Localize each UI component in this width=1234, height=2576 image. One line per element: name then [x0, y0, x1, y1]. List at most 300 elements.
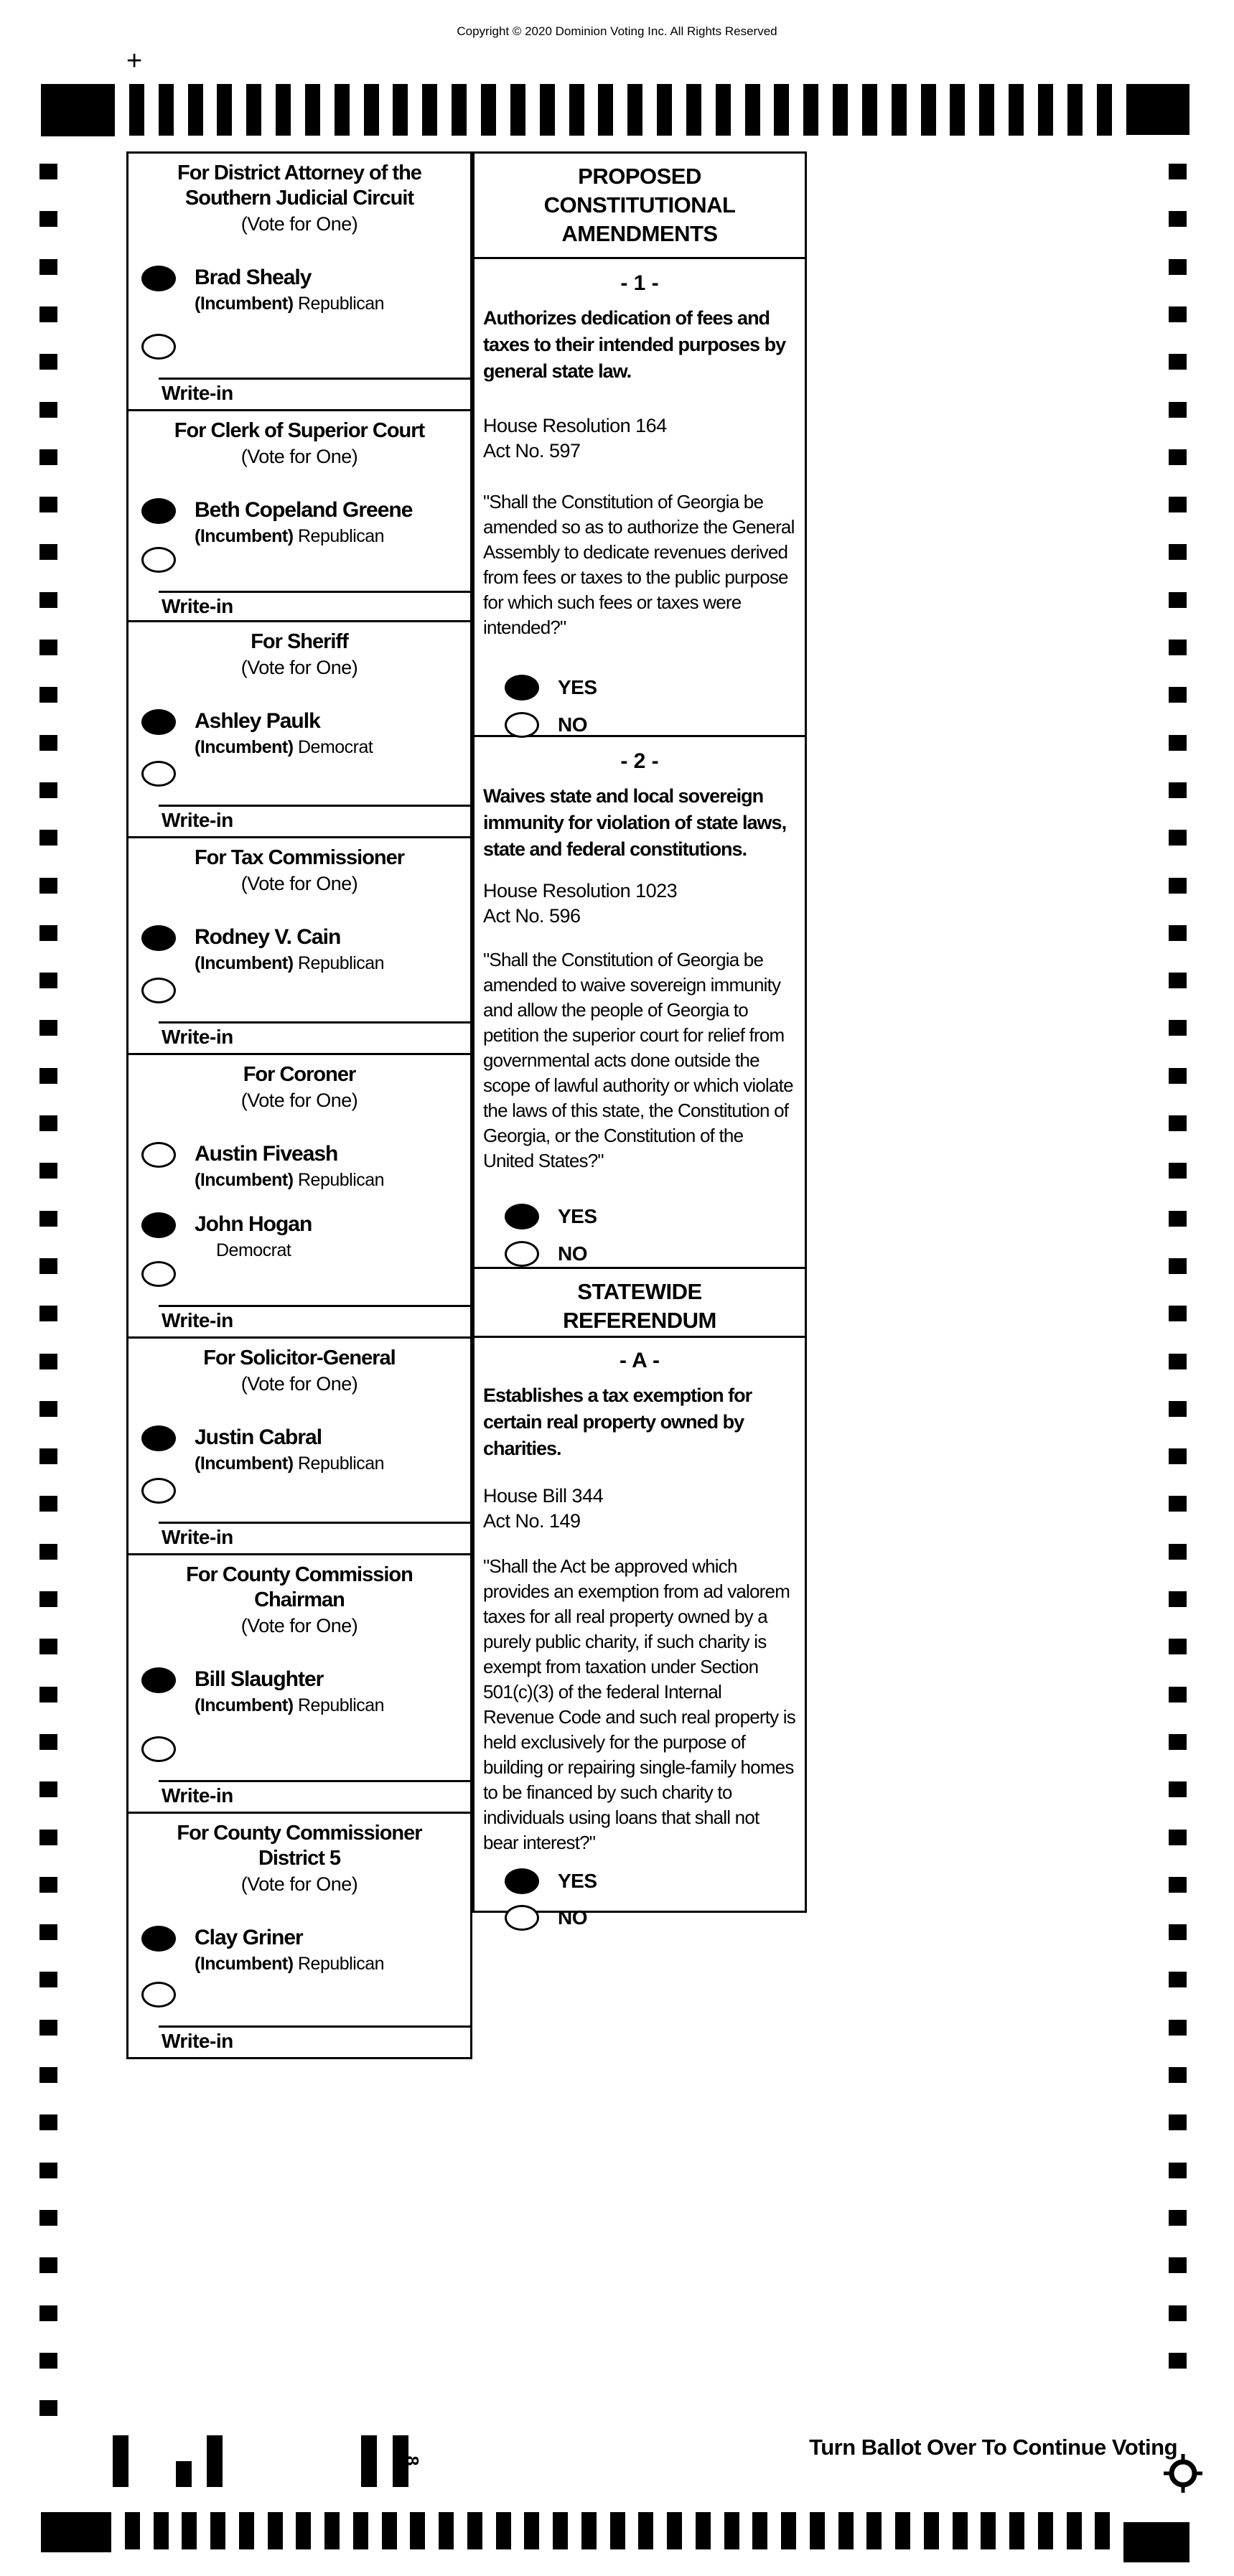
timing-mark	[39, 2400, 57, 2416]
candidate-text	[195, 1926, 384, 1975]
no-oval[interactable]	[505, 1905, 539, 1931]
party-name: Republican	[293, 294, 385, 314]
candidate-option[interactable]	[128, 1667, 470, 1716]
candidate-text	[195, 1212, 312, 1261]
candidate-list	[128, 1112, 470, 1261]
timing-mark	[39, 1258, 57, 1274]
vote-for-instruction: (Vote for One)	[240, 446, 358, 467]
timing-mark	[39, 1306, 57, 1321]
write-in-oval[interactable]	[141, 761, 176, 787]
vote-for-instruction: (Vote for One)	[240, 1373, 358, 1395]
candidate-list	[128, 468, 470, 547]
measure-question: "Shall the Act be approved which provides an exemption from ad valorem taxes for all real property owned by a purely public charity, if such charity is exempt from taxation under Section 501(c)(3) of the federal Internal Revenue Code and such real property is held exclusively for the purpose of building or repairing single-family homes to be financed by such charity to individuals using loans that shall not bear interest?"	[483, 1555, 795, 1853]
timing-mark	[39, 164, 57, 179]
candidate-text	[195, 709, 373, 758]
measure-authority: House Resolution 1023 Act No. 596	[483, 880, 678, 927]
incumbent-tag: (Incumbent)	[195, 737, 294, 757]
timing-mark	[686, 84, 701, 136]
write-in-oval[interactable]	[141, 1261, 176, 1287]
write-in-oval[interactable]	[141, 978, 176, 1003]
vote-for-instruction: (Vote for One)	[240, 213, 358, 235]
timing-mark	[39, 1068, 57, 1084]
candidate-name: Ashley Paulk	[195, 709, 320, 733]
timing-mark	[39, 2114, 57, 2130]
timing-mark	[39, 2305, 57, 2321]
timing-mark	[1169, 1258, 1187, 1274]
timing-mark	[774, 84, 789, 136]
timing-mark	[39, 497, 57, 512]
candidate-name: Brad Shealy	[195, 266, 312, 289]
timing-mark	[39, 2210, 57, 2226]
write-in-label: Write-in	[162, 809, 233, 831]
yes-oval[interactable]	[505, 1868, 539, 1894]
timing-mark	[1169, 544, 1187, 560]
write-in-oval[interactable]	[141, 1478, 176, 1504]
timing-mark	[921, 84, 936, 136]
party-name: Republican	[293, 953, 385, 973]
timing-mark	[39, 2020, 57, 2036]
write-in-label: Write-in	[162, 1026, 233, 1048]
timing-mark	[892, 84, 907, 136]
timing-mark	[410, 2512, 425, 2549]
timing-mark	[125, 2512, 140, 2549]
timing-mark	[1169, 2114, 1187, 2130]
timing-mark	[598, 84, 613, 136]
candidate-option[interactable]	[128, 925, 470, 974]
timing-mark	[324, 2512, 340, 2549]
candidate-name: John Hogan	[195, 1212, 312, 1236]
timing-mark	[1169, 2210, 1187, 2226]
contest-section	[128, 154, 470, 411]
column-header-lines: PROPOSED CONSTITUTIONAL AMENDMENTS	[543, 164, 736, 246]
yes-option[interactable]	[483, 1204, 796, 1230]
timing-mark	[39, 1781, 57, 1797]
timing-mark	[39, 1354, 57, 1369]
write-in-area	[128, 334, 470, 409]
selection-oval[interactable]	[141, 498, 176, 524]
write-in-label: Write-in	[162, 595, 233, 617]
timing-mark	[39, 449, 57, 465]
timing-mark	[1169, 1448, 1187, 1464]
timing-mark	[129, 84, 144, 136]
timing-mark	[217, 84, 232, 136]
timing-mark	[895, 2512, 910, 2549]
timing-mark	[39, 925, 57, 941]
timing-mark	[353, 2512, 368, 2549]
measure-question: "Shall the Constitution of Georgia be amended to waive sovereign immunity and allow the people of Georgia to petition the superior court for relief from governmental acts done outside the scope of lawful authority or which violate the laws of this state, the Constitution of Georgia, or the Constitution of the United States?"	[483, 949, 793, 1171]
timing-mark	[39, 1163, 57, 1179]
write-in-label: Write-in	[162, 1309, 233, 1331]
no-option[interactable]	[483, 1905, 796, 1931]
timing-mark	[627, 84, 642, 136]
timing-mark	[154, 2512, 169, 2549]
timing-mark	[246, 84, 261, 136]
candidate-text	[195, 498, 412, 547]
timing-mark	[1169, 402, 1187, 418]
timing-mark	[39, 306, 57, 322]
incumbent-tag: (Incumbent)	[195, 1954, 294, 1974]
selection-oval[interactable]	[141, 1667, 176, 1693]
timing-mark	[1169, 1972, 1187, 1987]
candidate-list	[128, 1395, 470, 1474]
timing-mark	[1169, 1639, 1187, 1654]
timing-mark	[1169, 1544, 1187, 1560]
timing-mark	[39, 1115, 57, 1131]
candidate-party	[195, 1954, 384, 1975]
timing-mark	[1169, 830, 1187, 846]
party-name: Republican	[293, 1453, 385, 1474]
timing-mark	[781, 2512, 796, 2549]
candidate-party	[195, 1453, 384, 1474]
timing-mark	[1009, 2512, 1024, 2549]
candidate-option[interactable]	[128, 266, 470, 314]
candidate-name: Austin Fiveash	[195, 1142, 338, 1166]
timing-mark	[553, 2512, 568, 2549]
timing-mark	[1067, 2512, 1082, 2549]
timing-mark	[422, 84, 437, 136]
timing-mark	[1067, 84, 1083, 136]
yes-label: YES	[558, 676, 597, 698]
timing-mark	[39, 878, 57, 894]
timing-marks-bottom	[41, 2512, 1189, 2552]
measure-section	[475, 259, 805, 737]
measure-number: - A -	[619, 1349, 660, 1372]
incumbent-tag: (Incumbent)	[195, 526, 294, 546]
vote-for-instruction: (Vote for One)	[240, 1615, 358, 1636]
selection-oval[interactable]	[141, 1142, 176, 1168]
timing-mark	[724, 2512, 739, 2549]
contest-section	[128, 622, 470, 838]
timing-mark	[39, 735, 57, 751]
candidate-text	[195, 1142, 384, 1191]
ballot-id-mark	[207, 2435, 223, 2487]
timing-mark	[1169, 1734, 1187, 1750]
candidate-option[interactable]	[128, 1142, 470, 1191]
selection-oval[interactable]	[141, 709, 176, 735]
timing-mark	[1169, 925, 1187, 941]
candidate-option[interactable]	[128, 709, 470, 758]
timing-mark	[39, 1496, 57, 1512]
timing-mark	[1095, 2512, 1110, 2549]
selection-oval[interactable]	[141, 266, 176, 291]
timing-mark	[1169, 878, 1187, 894]
timing-mark	[1169, 1306, 1187, 1321]
timing-mark	[1097, 84, 1112, 136]
timing-mark	[39, 687, 57, 703]
candidate-option[interactable]	[128, 498, 470, 547]
write-in-area	[128, 1478, 470, 1553]
timing-mark	[1169, 1401, 1187, 1417]
candidate-party	[195, 294, 384, 314]
timing-mark	[1169, 1020, 1187, 1036]
timing-mark	[866, 2512, 882, 2549]
timing-mark	[981, 2512, 996, 2549]
measure-authority: House Resolution 164 Act No. 597	[483, 415, 667, 462]
write-in-oval[interactable]	[141, 334, 176, 360]
vote-for-instruction: (Vote for One)	[240, 873, 358, 894]
column-header-lines: STATEWIDE REFERENDUM	[563, 1279, 716, 1333]
contest-section	[128, 411, 470, 622]
write-in-label: Write-in	[162, 1526, 233, 1548]
copyright-notice: Copyright © 2020 Dominion Voting Inc. All Rights Reserved	[457, 24, 777, 38]
contest-section	[128, 838, 470, 1055]
timing-mark	[467, 2512, 482, 2549]
timing-mark	[610, 2512, 625, 2549]
timing-mark	[39, 1877, 57, 1893]
measure-column	[472, 151, 807, 1929]
sheet-number: 8	[401, 2455, 422, 2466]
candidate-list	[128, 1896, 470, 1975]
timing-mark	[335, 84, 350, 136]
timing-mark	[39, 259, 57, 275]
timing-mark	[39, 2353, 57, 2369]
timing-mark	[1169, 973, 1187, 988]
timing-mark	[39, 1687, 57, 1702]
ballot-id-mark	[176, 2461, 192, 2487]
candidate-option[interactable]	[128, 1926, 470, 1975]
timing-block	[41, 84, 115, 136]
timing-mark	[1169, 1687, 1187, 1702]
timing-mark	[393, 84, 408, 136]
yes-oval[interactable]	[505, 675, 539, 701]
timing-mark	[39, 1734, 57, 1750]
timing-mark	[39, 1020, 57, 1036]
selection-oval[interactable]	[141, 1425, 176, 1451]
crosshair-target-icon	[1163, 2453, 1203, 2497]
yes-oval[interactable]	[505, 1204, 539, 1230]
timing-mark	[1169, 592, 1187, 608]
column-header	[475, 1269, 805, 1338]
timing-mark	[1169, 211, 1187, 227]
registration-plus-mark: +	[126, 46, 143, 76]
vote-for-instruction: (Vote for One)	[240, 1873, 358, 1895]
timing-mark	[1169, 2257, 1187, 2273]
timing-mark	[1169, 1591, 1187, 1607]
timing-block	[1126, 84, 1189, 135]
party-name: Republican	[293, 526, 385, 546]
timing-mark	[1169, 1163, 1187, 1179]
timing-mark	[1169, 1115, 1187, 1131]
timing-mark	[305, 84, 320, 136]
timing-mark	[953, 2512, 968, 2549]
write-in-area	[128, 1736, 470, 1812]
timing-mark	[39, 354, 57, 370]
write-in-area	[128, 1261, 470, 1336]
contest-title: For Clerk of Superior Court	[174, 419, 425, 442]
timing-mark	[803, 84, 818, 136]
timing-mark	[39, 2163, 57, 2178]
timing-mark	[210, 2512, 225, 2549]
timing-mark	[1169, 1877, 1187, 1893]
timing-mark	[239, 2512, 254, 2549]
timing-mark	[540, 84, 555, 136]
timing-mark	[39, 1972, 57, 1987]
party-name: Republican	[293, 1954, 385, 1974]
no-oval[interactable]	[505, 1241, 539, 1267]
timing-mark	[862, 84, 877, 136]
timing-mark	[1169, 782, 1187, 798]
timing-mark	[39, 1211, 57, 1227]
write-in-label: Write-in	[162, 382, 233, 404]
candidate-list	[128, 895, 470, 974]
timing-mark	[1169, 306, 1187, 322]
ballot-id-mark	[361, 2435, 377, 2487]
timing-mark	[39, 211, 57, 227]
candidate-party	[195, 737, 373, 758]
timing-mark	[979, 84, 994, 136]
timing-mark	[1169, 354, 1187, 370]
timing-mark	[364, 84, 379, 136]
write-in-area	[128, 978, 470, 1053]
timing-mark	[1169, 1924, 1187, 1940]
timing-mark	[1169, 2353, 1187, 2369]
timing-mark	[39, 1591, 57, 1607]
write-in-area	[128, 761, 470, 836]
timing-block	[1123, 2522, 1189, 2562]
write-in-label: Write-in	[162, 2030, 233, 2052]
contest-title: For County Commission Chairman	[186, 1563, 413, 1611]
timing-mark	[1169, 449, 1187, 465]
timing-mark	[524, 2512, 539, 2549]
timing-mark	[1169, 2305, 1187, 2321]
measure-authority: House Bill 344 Act No. 149	[483, 1485, 604, 1532]
candidate-text	[195, 1667, 384, 1716]
timing-mark	[752, 2512, 767, 2549]
timing-mark	[667, 2512, 682, 2549]
candidate-name: Clay Griner	[195, 1926, 303, 1949]
measure-number: - 2 -	[620, 749, 659, 773]
timing-mark	[296, 2512, 311, 2549]
timing-mark	[1169, 1496, 1187, 1512]
timing-mark	[581, 2512, 597, 2549]
no-label: NO	[558, 1906, 587, 1929]
measure-summary: Waives state and local sovereign immunity for violation of state laws, state and federal constitutions.	[483, 785, 787, 860]
timing-mark	[39, 973, 57, 988]
candidate-party	[195, 1170, 384, 1191]
candidate-list	[128, 235, 470, 314]
write-in-area	[128, 547, 470, 622]
timing-marks-top	[41, 84, 1189, 136]
contest-section	[128, 1814, 470, 2057]
selection-oval[interactable]	[141, 1926, 176, 1952]
column-header	[475, 154, 805, 259]
timing-mark	[924, 2512, 939, 2549]
timing-mark	[1169, 1354, 1187, 1369]
contest-section	[128, 1555, 470, 1814]
timing-mark	[39, 1639, 57, 1654]
measure-question: "Shall the Constitution of Georgia be amended so as to authorize the General Assembly to dedicate revenues derived from fees or taxes to the public purpose for which such fees or taxes were intended?"	[483, 491, 795, 638]
timing-mark	[452, 84, 467, 136]
timing-mark	[1169, 2067, 1187, 2083]
party-name: Democrat	[216, 1240, 291, 1260]
timing-mark	[1038, 84, 1053, 136]
timing-mark	[439, 2512, 454, 2549]
no-option[interactable]	[483, 712, 796, 738]
candidate-party	[216, 1240, 312, 1261]
timing-mark	[1169, 1211, 1187, 1227]
contest-title: For Solicitor-General	[203, 1346, 396, 1369]
selection-oval[interactable]	[141, 925, 176, 951]
timing-mark	[159, 84, 174, 136]
yes-option[interactable]	[483, 675, 796, 701]
write-in-oval[interactable]	[141, 547, 176, 573]
candidate-name: Rodney V. Cain	[195, 925, 341, 949]
incumbent-tag: (Incumbent)	[195, 953, 294, 973]
candidate-option[interactable]	[128, 1425, 470, 1474]
timing-mark	[745, 84, 760, 136]
yes-option[interactable]	[483, 1868, 796, 1894]
incumbent-tag: (Incumbent)	[195, 1170, 294, 1190]
timing-mark	[39, 1401, 57, 1417]
candidate-text	[195, 925, 384, 974]
candidate-party	[195, 526, 412, 547]
yes-label: YES	[558, 1205, 597, 1227]
timing-mark	[39, 402, 57, 418]
vote-for-instruction: (Vote for One)	[240, 657, 358, 678]
timing-mark	[810, 2512, 825, 2549]
timing-mark	[1169, 1830, 1187, 1845]
contest-title: For County Commissioner District 5	[177, 1822, 422, 1870]
measure-section	[475, 1338, 805, 1929]
selection-oval[interactable]	[141, 1212, 176, 1238]
timing-mark	[39, 2257, 57, 2273]
timing-mark	[1038, 2512, 1053, 2549]
timing-mark	[39, 830, 57, 846]
party-name: Republican	[293, 1695, 385, 1715]
party-name: Democrat	[293, 737, 373, 757]
timing-mark	[39, 544, 57, 560]
timing-mark	[39, 2067, 57, 2083]
timing-mark	[1169, 687, 1187, 703]
incumbent-tag: (Incumbent)	[195, 294, 294, 314]
no-oval[interactable]	[505, 712, 539, 738]
candidate-party	[195, 953, 384, 974]
no-label: NO	[558, 713, 587, 736]
timing-mark	[696, 2512, 711, 2549]
measure-section	[475, 737, 805, 1269]
contest-title: For Tax Commissioner	[194, 846, 405, 869]
contest-title: For Coroner	[243, 1063, 356, 1086]
timing-mark	[833, 84, 848, 136]
incumbent-tag: (Incumbent)	[195, 1695, 294, 1715]
timing-mark	[39, 782, 57, 798]
write-in-oval[interactable]	[141, 1982, 176, 2008]
measure-number: - 1 -	[620, 271, 659, 295]
timing-mark	[510, 84, 525, 136]
candidate-text	[195, 1425, 384, 1474]
candidate-name: Justin Cabral	[195, 1425, 322, 1449]
timing-mark	[1169, 259, 1187, 275]
contest-section	[128, 1339, 470, 1555]
timing-mark	[39, 1830, 57, 1845]
timing-mark	[950, 84, 965, 136]
turn-ballot-over-text: Turn Ballot Over To Continue Voting	[809, 2435, 1177, 2460]
timing-mark	[1009, 84, 1024, 136]
timing-mark	[481, 84, 496, 136]
timing-mark	[382, 2512, 397, 2549]
contest-title: For Sheriff	[251, 630, 348, 653]
timing-mark	[39, 640, 57, 655]
timing-mark	[657, 84, 672, 136]
candidate-name: Beth Copeland Greene	[195, 498, 413, 522]
timing-mark	[1169, 735, 1187, 751]
no-option[interactable]	[483, 1241, 796, 1267]
timing-mark	[1169, 497, 1187, 512]
timing-mark	[1169, 1781, 1187, 1797]
write-in-oval[interactable]	[141, 1736, 176, 1762]
timing-mark	[1169, 1068, 1187, 1084]
candidate-option[interactable]	[128, 1212, 470, 1261]
